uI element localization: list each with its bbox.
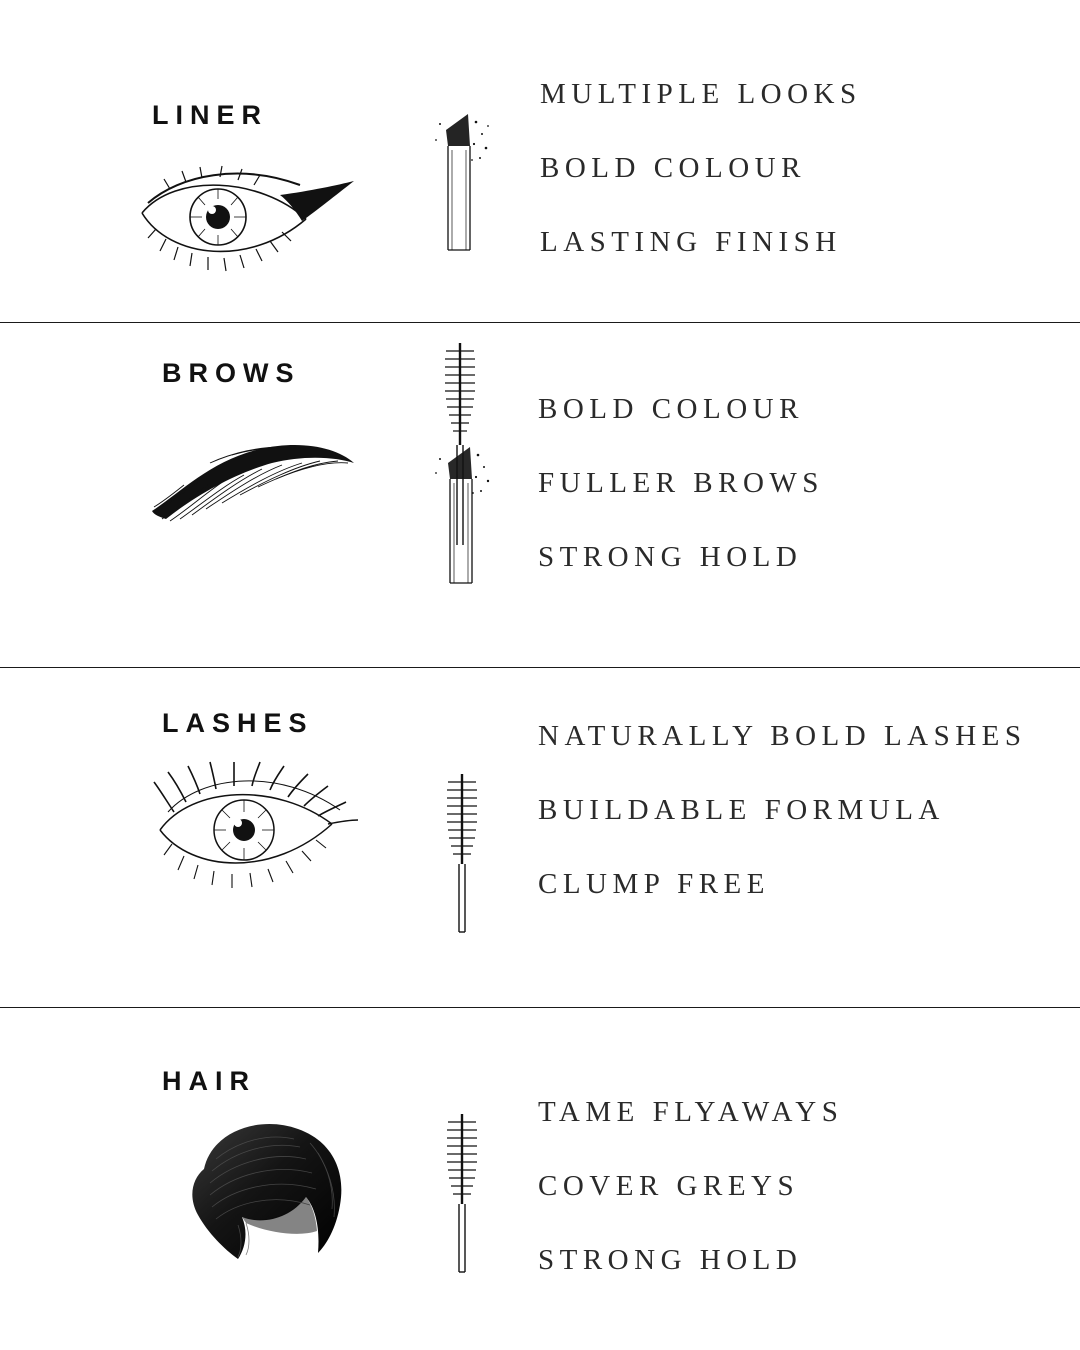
feature-item: LASTING FINISH (540, 226, 842, 258)
mascara-wand-icon (428, 1108, 498, 1283)
feature-item: FULLER BROWS (538, 467, 824, 499)
section-label-brows: BROWS (162, 358, 301, 388)
feature-item: COVER GREYS (538, 1170, 800, 1202)
feature-item: BOLD COLOUR (540, 152, 806, 184)
mascara-wand-icon (428, 768, 498, 943)
feature-item: STRONG HOLD (538, 541, 803, 573)
section-lashes (0, 668, 1080, 1007)
hairstyle-illustration (150, 1113, 370, 1268)
feature-list-lashes (538, 720, 1027, 901)
section-brows (0, 323, 1080, 667)
eyebrow-illustration (140, 433, 370, 538)
section-liner (0, 0, 1080, 322)
winged-eye-liner-illustration (130, 155, 370, 280)
feature-item: CLUMP FREE (538, 868, 770, 900)
spoolie-and-angled-brush-icon (424, 335, 504, 660)
feature-list-brows (538, 393, 824, 574)
eye-with-lashes-illustration (140, 760, 390, 905)
feature-item: MULTIPLE LOOKS (540, 78, 862, 110)
section-label-lashes: LASHES (162, 708, 314, 738)
section-label-liner: LINER (152, 100, 268, 130)
feature-item: BOLD COLOUR (538, 393, 804, 425)
feature-list-liner (540, 78, 862, 259)
feature-item: STRONG HOLD (538, 1244, 803, 1276)
feature-item: BUILDABLE FORMULA (538, 794, 945, 826)
section-label-hair: HAIR (162, 1066, 256, 1096)
feature-item: TAME FLYAWAYS (538, 1096, 844, 1128)
feature-item: NATURALLY BOLD LASHES (538, 720, 1027, 752)
angled-liner-brush-icon (424, 100, 504, 265)
section-hair (0, 1008, 1080, 1350)
feature-list-hair (538, 1096, 843, 1277)
